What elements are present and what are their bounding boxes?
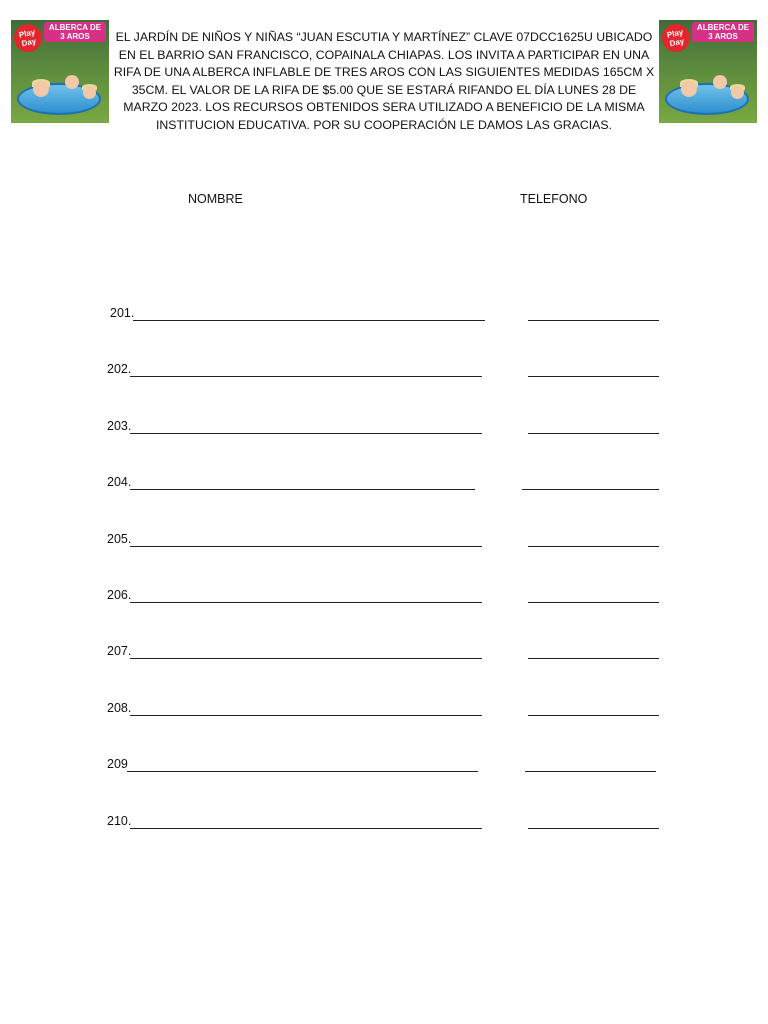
phone-write-line — [528, 602, 659, 603]
entry-number: 208. — [107, 700, 132, 715]
name-write-line — [130, 715, 482, 716]
name-write-line — [130, 433, 482, 434]
entry-number: 201. — [110, 306, 135, 320]
name-write-line — [127, 771, 478, 772]
entry-number: 210. — [107, 813, 132, 828]
name-write-line — [130, 828, 482, 829]
child-figure — [713, 75, 727, 89]
name-write-line — [130, 658, 482, 659]
raffle-entry-row — [0, 813, 768, 833]
name-column-header: NOMBRE — [188, 192, 243, 206]
phone-column-header: TELEFONO — [520, 192, 588, 206]
child-figure — [65, 75, 79, 89]
phone-write-line — [522, 489, 659, 490]
child-figure — [83, 86, 96, 99]
raffle-entry-row — [0, 361, 768, 381]
phone-write-line — [528, 546, 659, 547]
entry-number: 203. — [107, 418, 132, 433]
raffle-entry-row — [0, 756, 768, 776]
phone-write-line — [528, 658, 659, 659]
raffle-entry-row — [0, 305, 768, 325]
phone-write-line — [528, 828, 659, 829]
name-write-line — [130, 602, 482, 603]
raffle-invitation-text: EL JARDÍN DE NIÑOS Y NIÑAS “JUAN ESCUTIA Y MARTÍNEZ” CLAVE 07DCC1625U UBICADO EN EL BARRIO SAN FRANCISCO, COPAINALA CHIAPAS. LOS INVITA A PARTICIPAR EN UNA RIFA DE UNA ALBERCA INFLABLE DE TRES AROS CON LAS SIGUIENTES MEDIDAS 165CM X 35CM. EL VALOR DE LA RIFA DE $5.00 QUE SE ESTARÁ RIFANDO EL DÍA LUNES 28 DE MARZO 2023. LOS RECURSOS OBTENIDOS SERA UTILIZADO A BENEFICIO DE LA MISMA INSTITUCION EDUCATIVA. POR SU COOPERACIÓN LE DAMOS LAS GRACIAS. — [113, 30, 655, 132]
name-write-line — [130, 376, 482, 377]
phone-write-line — [525, 771, 656, 772]
entry-number: 206. — [107, 588, 132, 602]
raffle-entry-row — [0, 587, 768, 607]
raffle-entry-row — [0, 531, 768, 551]
phone-write-line — [528, 715, 659, 716]
raffle-entry-row — [0, 474, 768, 494]
child-figure — [731, 86, 744, 99]
child-figure — [33, 81, 49, 97]
name-write-line — [130, 546, 482, 547]
entry-number: 209 — [107, 757, 128, 772]
pool-promo-image-left — [11, 20, 109, 123]
promo-banner-text: ALBERCA DE 3 AROS — [44, 22, 106, 42]
entry-number: 205. — [107, 531, 132, 546]
entry-number: 204. — [107, 475, 132, 490]
play-day-logo: Play Day — [659, 21, 692, 54]
phone-write-line — [528, 376, 659, 377]
pool-promo-image-right — [659, 20, 757, 123]
play-day-logo: Play Day — [11, 21, 44, 54]
name-write-line — [130, 489, 475, 490]
entry-number: 207. — [107, 644, 132, 659]
child-figure — [681, 81, 697, 97]
phone-write-line — [528, 433, 659, 434]
promo-banner-text: ALBERCA DE 3 AROS — [692, 22, 754, 42]
raffle-entry-row — [0, 643, 768, 663]
raffle-entry-row — [0, 418, 768, 438]
entry-number: 202. — [107, 362, 132, 377]
raffle-entry-row — [0, 700, 768, 720]
name-write-line — [133, 320, 485, 321]
phone-write-line — [528, 320, 659, 321]
